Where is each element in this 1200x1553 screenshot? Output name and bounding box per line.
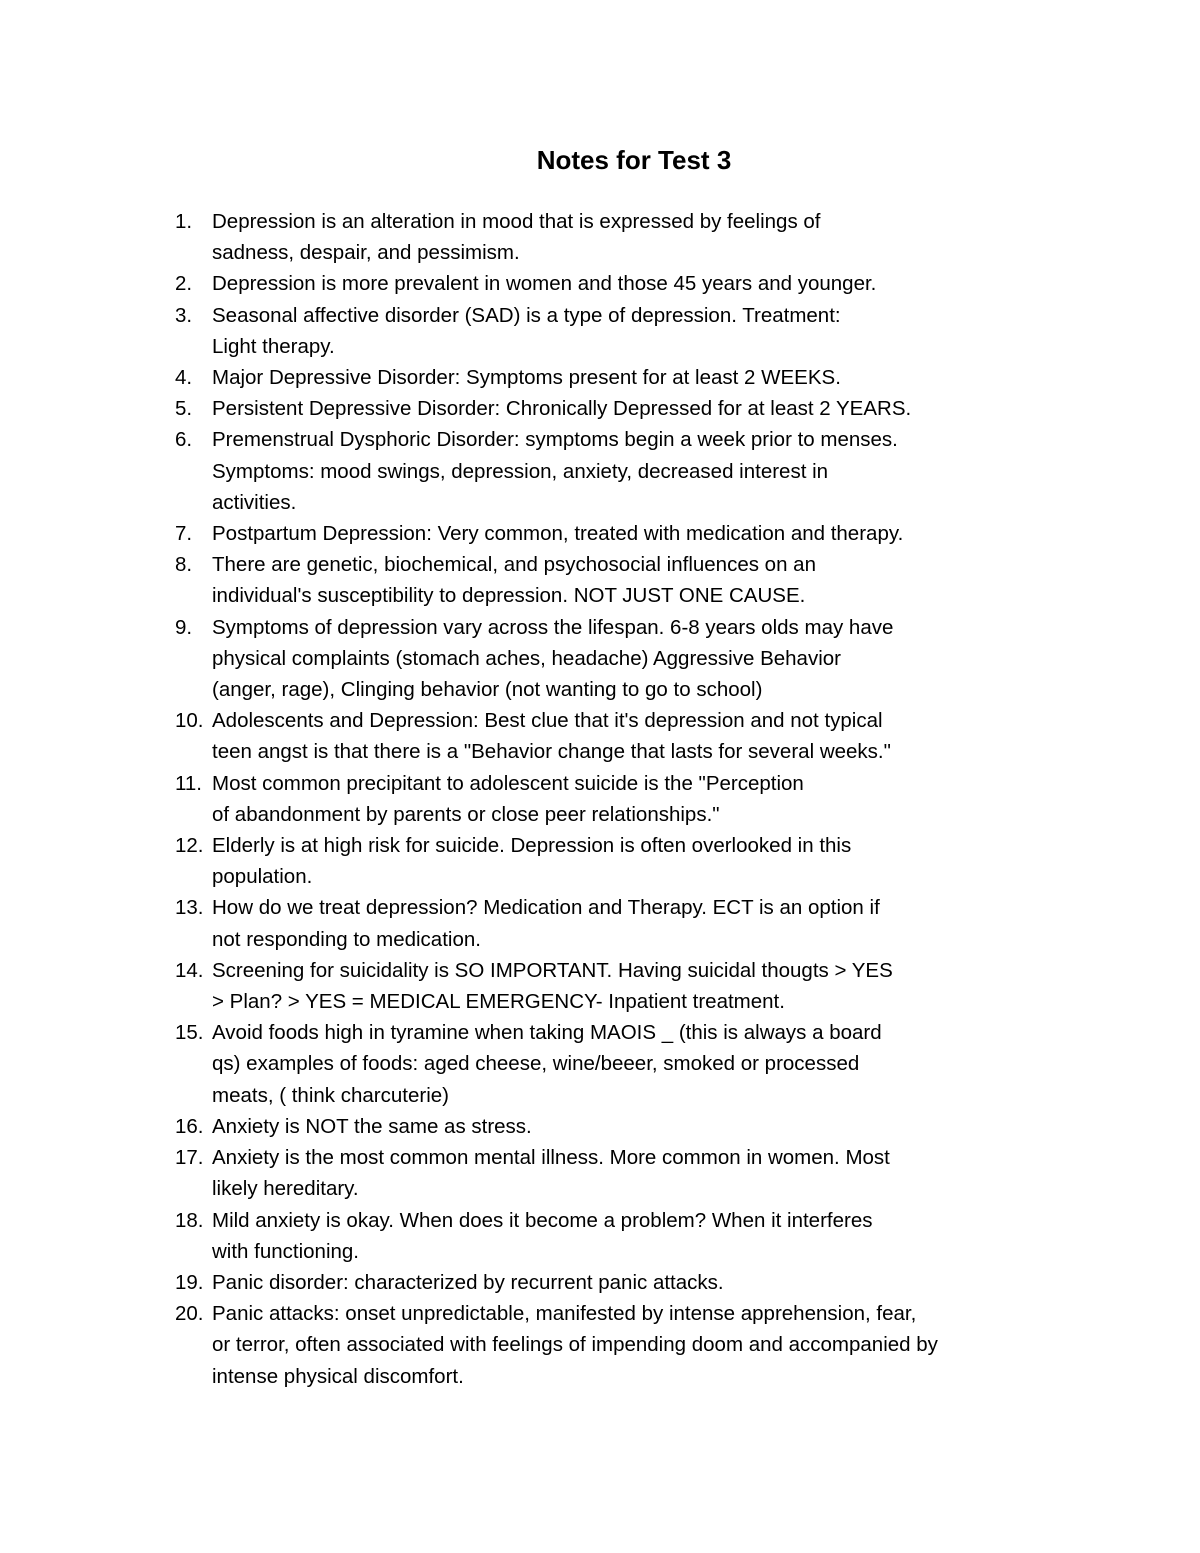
list-item-text-line: Premenstrual Dysphoric Disorder: symptoms begin a week prior to menses. bbox=[212, 428, 898, 452]
list-item-text-line: Anxiety is the most common mental illness. More common in women. Most bbox=[212, 1146, 890, 1170]
list-item-text-line: Panic attacks: onset unpredictable, manifested by intense apprehension, fear, bbox=[212, 1302, 917, 1326]
list-item-text-line: Mild anxiety is okay. When does it become a problem? When it interferes bbox=[212, 1208, 873, 1232]
list-item-text-line: qs) examples of foods: aged cheese, wine/beeer, smoked or processed bbox=[212, 1052, 860, 1076]
list-item bbox=[175, 268, 1075, 299]
list-item bbox=[175, 1267, 1075, 1298]
page-title: Notes for Test 3 bbox=[536, 145, 732, 175]
list-item bbox=[175, 518, 1075, 549]
list-item bbox=[175, 206, 1075, 268]
list-item-text-line: population. bbox=[212, 865, 313, 889]
list-item-number: 14. bbox=[175, 958, 204, 982]
list-item-text-line: Persistent Depressive Disorder: Chronically Depressed for at least 2 YEARS. bbox=[212, 397, 912, 421]
list-item-text-line: not responding to medication. bbox=[212, 927, 481, 951]
list-item-text-line: likely hereditary. bbox=[212, 1177, 359, 1201]
list-item-text-line: There are genetic, biochemical, and psychosocial influences on an bbox=[212, 553, 816, 577]
list-item-text-line: Symptoms of depression vary across the lifespan. 6-8 years olds may have bbox=[212, 615, 894, 639]
list-item-text-line: Depression is more prevalent in women and those 45 years and younger. bbox=[212, 272, 877, 296]
list-item bbox=[175, 1205, 1075, 1267]
list-item-text-line: teen angst is that there is a "Behavior change that lasts for several weeks." bbox=[212, 740, 891, 764]
list-item-number: 4. bbox=[175, 366, 193, 390]
list-item-text-line: Screening for suicidality is SO IMPORTANT. Having suicidal thougts > YES bbox=[212, 958, 893, 982]
list-item bbox=[175, 362, 1075, 393]
list-item-text-line: with functioning. bbox=[212, 1239, 360, 1263]
list-item bbox=[175, 768, 1075, 830]
list-item-number: 9. bbox=[175, 615, 193, 639]
notes-list bbox=[175, 206, 1075, 1392]
list-item-text-line: Anxiety is NOT the same as stress. bbox=[212, 1114, 532, 1138]
list-item-number: 19. bbox=[175, 1270, 204, 1294]
list-item bbox=[175, 612, 1075, 706]
list-item-text-line: Symptoms: mood swings, depression, anxiety, decreased interest in bbox=[212, 459, 829, 483]
list-item-number: 15. bbox=[175, 1021, 204, 1045]
list-item-text-line: Seasonal affective disorder (SAD) is a type of depression. Treatment: bbox=[212, 303, 841, 327]
list-item-number: 2. bbox=[175, 272, 193, 296]
list-item-text-line: of abandonment by parents or close peer relationships." bbox=[212, 802, 720, 826]
list-item bbox=[175, 705, 1075, 767]
list-item-text-line: activities. bbox=[212, 490, 297, 514]
list-item bbox=[175, 892, 1075, 954]
list-item-text-line: individual's susceptibility to depression. NOT JUST ONE CAUSE. bbox=[212, 584, 806, 608]
list-item-text-line: physical complaints (stomach aches, headache) Aggressive Behavior bbox=[212, 646, 841, 670]
list-item-text-line: Depression is an alteration in mood that is expressed by feelings of bbox=[212, 210, 821, 233]
list-item-text-line: Major Depressive Disorder: Symptoms present for at least 2 WEEKS. bbox=[212, 366, 841, 390]
list-item bbox=[175, 424, 1075, 518]
list-item-text-line: intense physical discomfort. bbox=[212, 1364, 464, 1388]
list-item-number: 10. bbox=[175, 709, 204, 733]
list-item-number: 16. bbox=[175, 1114, 204, 1138]
list-item-text-line: Avoid foods high in tyramine when taking MAOIS _ (this is always a board bbox=[212, 1021, 882, 1045]
list-item-number: 7. bbox=[175, 522, 193, 546]
list-item-text-line: meats, ( think charcuterie) bbox=[212, 1083, 449, 1107]
list-item bbox=[175, 300, 1075, 362]
list-item-text-line: Light therapy. bbox=[212, 334, 335, 358]
list-item-text-line: Elderly is at high risk for suicide. Depression is often overlooked in this bbox=[212, 834, 852, 858]
list-item-text-line: Adolescents and Depression: Best clue that it's depression and not typical bbox=[212, 709, 883, 733]
list-item bbox=[175, 955, 1075, 1017]
list-item-text-line: How do we treat depression? Medication and Therapy. ECT is an option if bbox=[212, 896, 880, 920]
list-item-number: 17. bbox=[175, 1146, 204, 1170]
list-item-number: 1. bbox=[175, 210, 193, 233]
list-item-number: 3. bbox=[175, 303, 193, 327]
list-item-number: 11. bbox=[175, 771, 202, 795]
list-item bbox=[175, 1298, 1075, 1392]
list-item-number: 13. bbox=[175, 896, 204, 920]
list-item-number: 12. bbox=[175, 834, 204, 858]
list-item-text-line: Postpartum Depression: Very common, treated with medication and therapy. bbox=[212, 522, 904, 546]
list-item-text-line: Most common precipitant to adolescent suicide is the "Perception bbox=[212, 771, 804, 795]
list-item-text-line: sadness, despair, and pessimism. bbox=[212, 241, 520, 265]
list-item-text-line: or terror, often associated with feelings of impending doom and accompanied by bbox=[212, 1333, 938, 1357]
list-item-number: 8. bbox=[175, 553, 193, 577]
list-item-number: 6. bbox=[175, 428, 193, 452]
list-item bbox=[175, 393, 1075, 424]
list-item bbox=[175, 830, 1075, 892]
list-item-text-line: (anger, rage), Clinging behavior (not wanting to go to school) bbox=[212, 678, 763, 702]
list-item-number: 20. bbox=[175, 1302, 204, 1326]
list-item-number: 18. bbox=[175, 1208, 204, 1232]
list-item bbox=[175, 1017, 1075, 1111]
list-item bbox=[175, 1142, 1075, 1204]
list-item-number: 5. bbox=[175, 397, 193, 421]
list-item-text-line: Panic disorder: characterized by recurrent panic attacks. bbox=[212, 1270, 724, 1294]
list-item bbox=[175, 1111, 1075, 1142]
list-item bbox=[175, 549, 1075, 611]
list-item-text-line: > Plan? > YES = MEDICAL EMERGENCY- Inpatient treatment. bbox=[212, 990, 785, 1014]
